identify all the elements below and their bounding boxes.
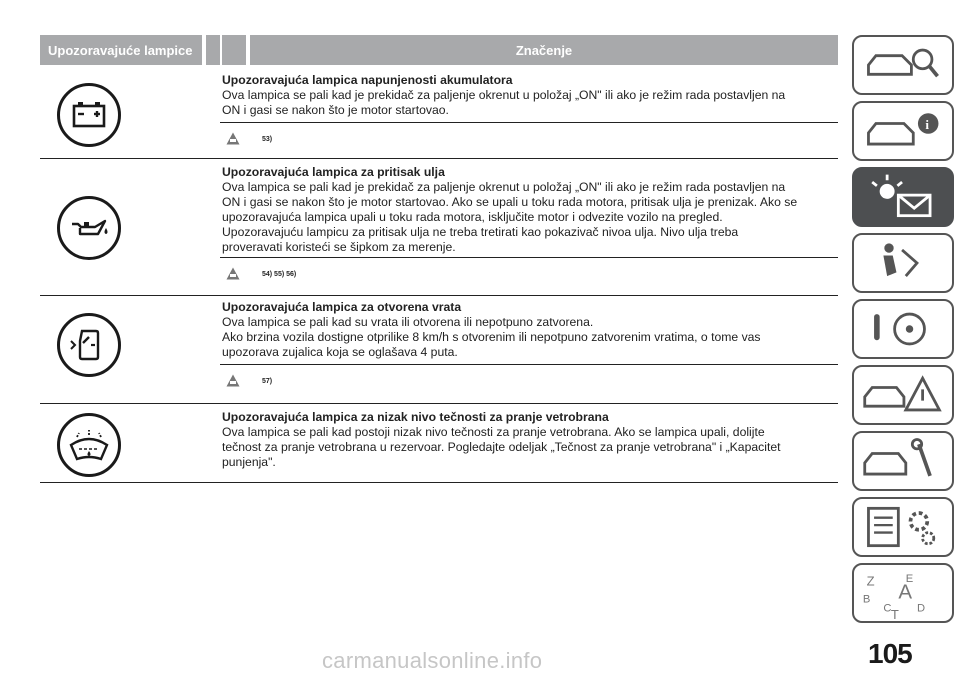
header-meaning-label: Značenje bbox=[515, 42, 573, 58]
row-door-title: Upozoravajuća lampica za otvorena vrata bbox=[222, 300, 462, 314]
row-door-text bbox=[222, 300, 800, 360]
warning-light-message-icon bbox=[854, 169, 952, 225]
svg-text:D: D bbox=[917, 602, 926, 615]
tab-emergency[interactable] bbox=[852, 365, 954, 425]
washer-fluid-warning-icon bbox=[57, 413, 121, 477]
warning-triangle-icon bbox=[226, 374, 240, 387]
row-battery-refs: 53) bbox=[262, 136, 273, 143]
row-battery-desc: Ova lampica se pali kad je prekidač za paljenje okrenut u položaj „ON" ili ako je režim rada postavljen na ON i gasi se nakon što je motor startovao. bbox=[222, 88, 786, 117]
svg-text:C: C bbox=[883, 602, 892, 615]
warning-triangle-icon bbox=[226, 132, 240, 145]
page-number: 105 bbox=[868, 638, 912, 669]
row-divider bbox=[40, 482, 838, 483]
divider bbox=[220, 257, 838, 258]
car-wrench-icon bbox=[854, 433, 952, 489]
row-oil-title: Upozoravajuća lampica za pritisak ulja bbox=[222, 165, 445, 179]
car-warning-triangle-icon bbox=[854, 367, 952, 423]
svg-text:A: A bbox=[898, 580, 913, 604]
row-washer-title: Upozoravajuća lampica za nizak nivo tečnosti za pranje vetrobrana bbox=[222, 410, 609, 424]
row-divider bbox=[40, 403, 838, 404]
row-oil-text bbox=[222, 165, 800, 255]
row-door-refs: 57) bbox=[262, 378, 273, 385]
tab-maintenance[interactable] bbox=[852, 431, 954, 491]
tab-technical-data[interactable] bbox=[852, 497, 954, 557]
header-spacer-2 bbox=[222, 35, 246, 65]
svg-text:i: i bbox=[925, 117, 930, 133]
header-meaning bbox=[250, 35, 838, 65]
row-battery-title: Upozoravajuća lampica napunjenosti akumulatora bbox=[222, 73, 513, 87]
tab-car-info[interactable] bbox=[852, 101, 954, 161]
row-battery-text bbox=[222, 73, 800, 118]
row-door-desc-2: Ako brzina vozila dostigne otprilike 8 km/h s otvorenim ili nepotpuno zatvorenim vratima, o tome vas upozorava zujalica koja se oglašava 4 puta. bbox=[222, 330, 761, 359]
tab-warning-lights[interactable] bbox=[852, 167, 954, 227]
alphabet-index-icon bbox=[854, 565, 952, 621]
document-gears-icon bbox=[854, 499, 952, 555]
row-oil-refs: 54) 55) 56) bbox=[262, 271, 297, 278]
oil-pressure-warning-icon bbox=[57, 196, 121, 260]
row-divider bbox=[40, 158, 838, 159]
row-divider bbox=[40, 295, 838, 296]
tab-index[interactable] bbox=[852, 563, 954, 623]
row-washer-text bbox=[222, 410, 800, 470]
tab-safety[interactable] bbox=[852, 233, 954, 293]
svg-text:Z: Z bbox=[866, 573, 875, 589]
warning-triangle-icon bbox=[226, 267, 240, 280]
car-info-icon bbox=[854, 103, 952, 159]
row-door-desc: Ova lampica se pali kad su vrata ili otvorena ili nepotpuno zatvorena. bbox=[222, 315, 594, 329]
battery-warning-icon bbox=[57, 83, 121, 147]
row-oil-desc: Ova lampica se pali kad je prekidač za paljenje okrenut u položaj „ON" ili ako je režim rada postavljen na ON i gasi se nakon što je motor startovao. Ako se upali u toku rada motora, pritisak ulja je prenizak. Ako se upozoravajuća lampica upali u toku rada motora, isključite motor i odvezite vozilo na pregled. Upozoravajuću lampicu za pritisak ulja ne treba tretirati kao pokazivač nivoa ulja. Nivo ulja treba proveravati koristeći se šipkom za merenje. bbox=[222, 180, 798, 254]
header-spacer-1 bbox=[206, 35, 220, 65]
watermark: carmanualsonline.info bbox=[322, 648, 543, 673]
tab-driving[interactable] bbox=[852, 299, 954, 359]
svg-text:E: E bbox=[905, 572, 914, 585]
tab-car-search[interactable] bbox=[852, 35, 954, 95]
divider bbox=[220, 122, 838, 123]
steering-wheel-icon bbox=[854, 301, 952, 357]
svg-text:T: T bbox=[890, 607, 899, 621]
header-lamps-label: Upozoravajuće lampice bbox=[48, 42, 193, 58]
divider bbox=[220, 364, 838, 365]
header-lamps bbox=[40, 35, 202, 65]
car-search-icon bbox=[854, 37, 952, 93]
svg-text:B: B bbox=[862, 593, 871, 606]
door-open-warning-icon bbox=[57, 313, 121, 377]
row-washer-desc: Ova lampica se pali kad postoji nizak nivo tečnosti za pranje vetrobrana. Ako se lampica upali, dolijte tečnost za pranje vetrobrana u rezervoar. Pogledajte odeljak „Tečnost za pranje vetrobrana" i „Kapacitet punjenja". bbox=[222, 425, 781, 469]
seat-airbag-icon bbox=[854, 235, 952, 291]
